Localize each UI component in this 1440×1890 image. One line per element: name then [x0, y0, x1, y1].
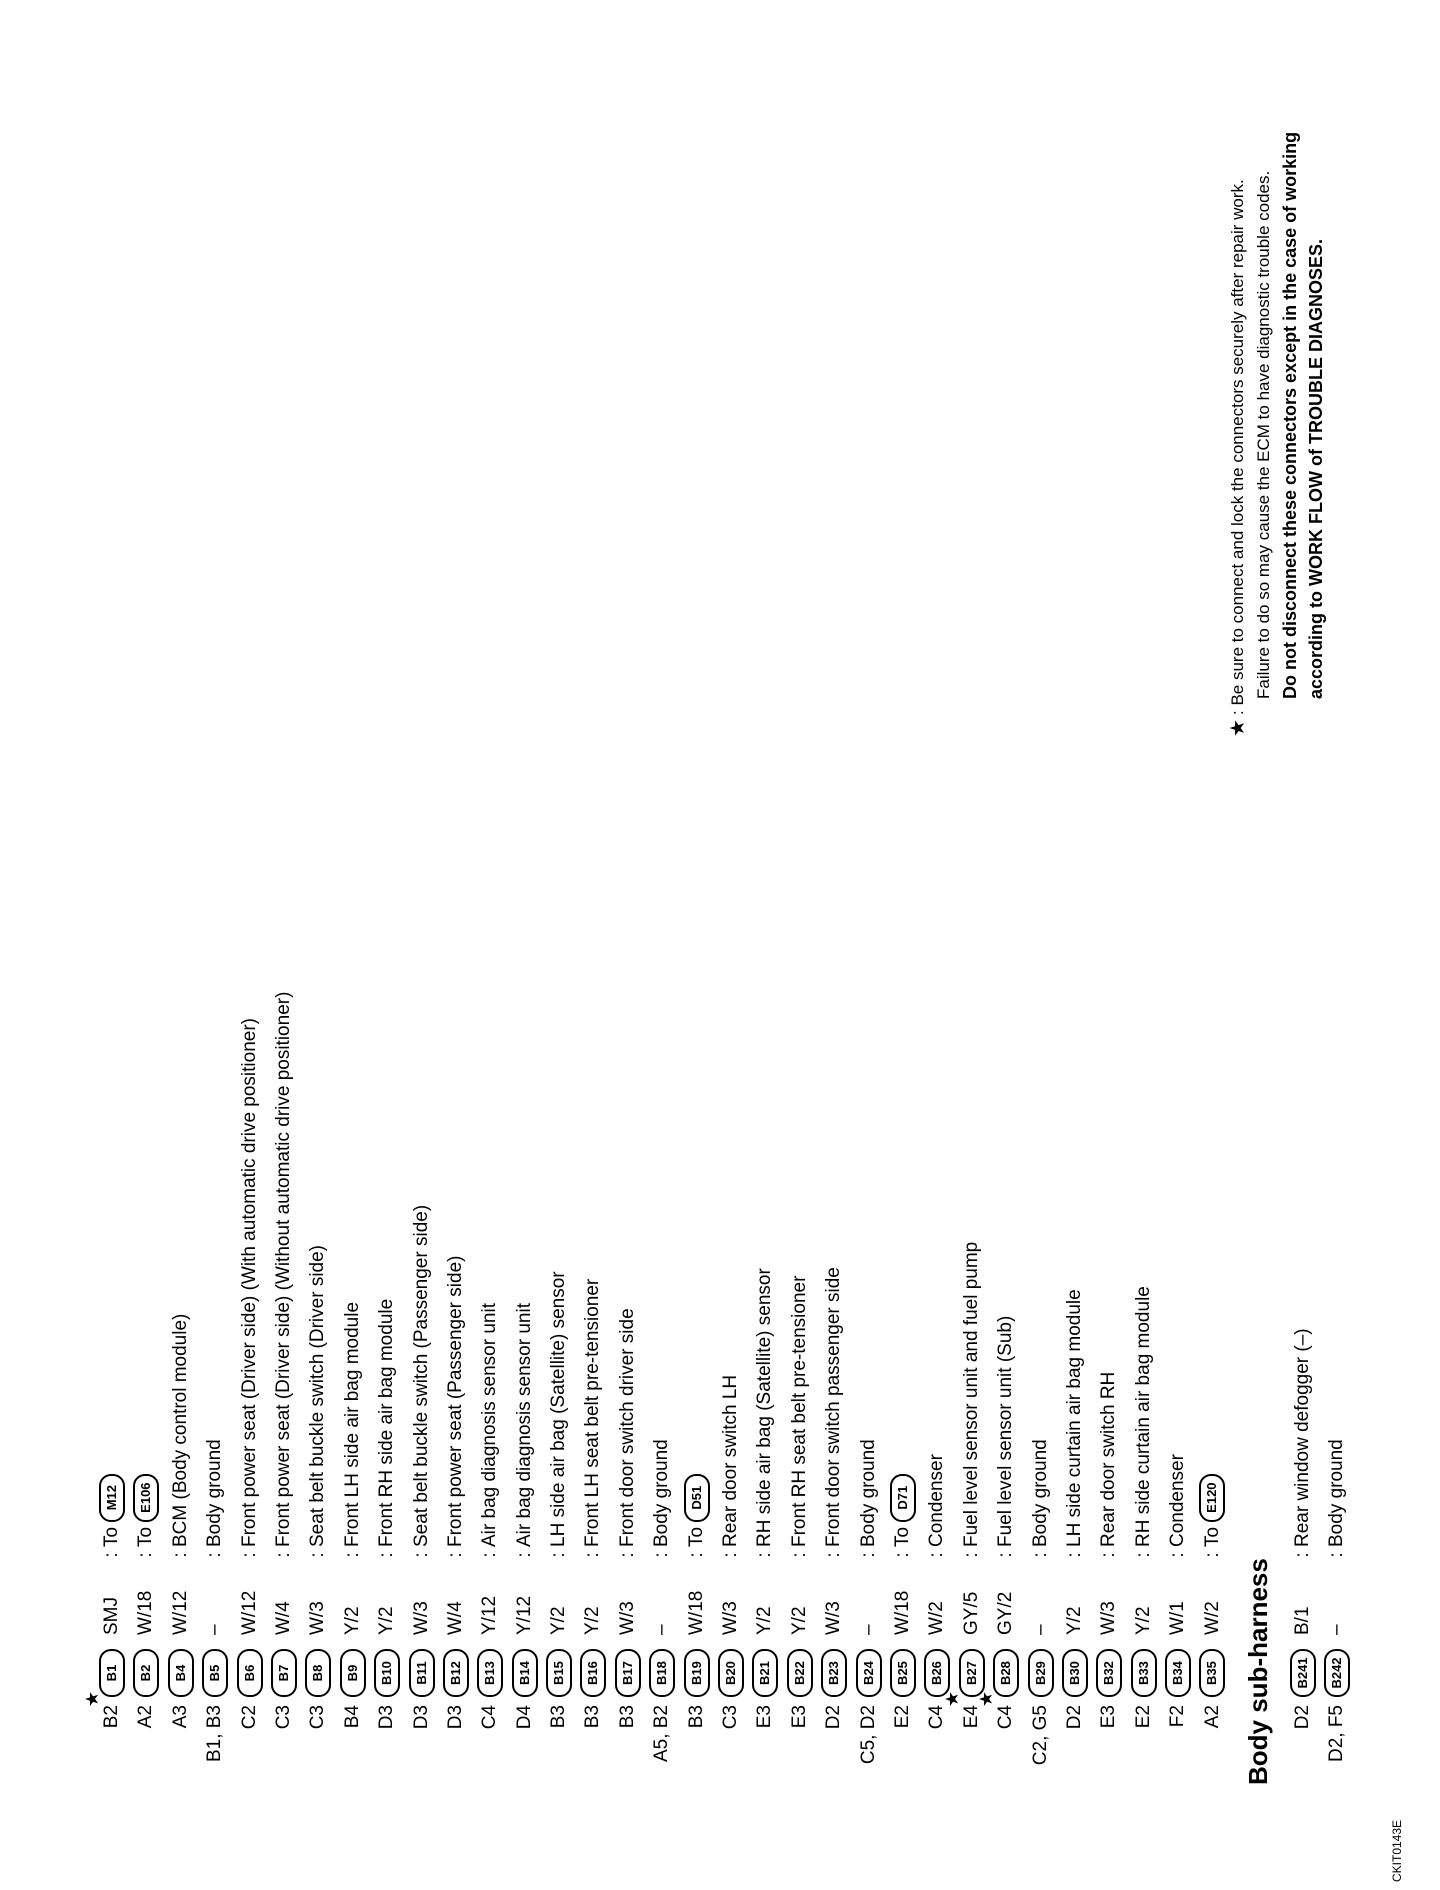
grid-location: C2, G5 — [1029, 1705, 1051, 1766]
wire-spec: W/12 — [238, 1590, 260, 1635]
connector-description: Front power seat (Driver side) (With automatic drive positioner) — [238, 1017, 260, 1547]
connector-badge: B10 — [374, 1649, 400, 1697]
connector-badge: B6 — [237, 1649, 263, 1697]
connector-badge: B28 — [993, 1649, 1019, 1697]
separator: : — [479, 1552, 501, 1558]
target-connector-badge: M12 — [99, 1474, 125, 1522]
connector-cell — [576, 1635, 610, 1697]
connector-row — [198, 495, 232, 1795]
connector-row — [542, 495, 576, 1795]
wire-spec: Y/2 — [582, 1606, 604, 1635]
wire-spec: W/18 — [685, 1590, 707, 1635]
connector-cell — [1161, 1635, 1195, 1697]
wire-spec: Y/12 — [479, 1595, 501, 1635]
connector-description: Front LH side air bag module — [341, 1301, 363, 1547]
grid-location: B1, B3 — [204, 1705, 226, 1763]
connector-cell — [405, 1635, 439, 1697]
connector-badge: B7 — [271, 1649, 297, 1697]
connector-badge: B12 — [443, 1649, 469, 1697]
connector-row — [645, 495, 679, 1795]
connector-row — [920, 495, 954, 1795]
grid-location: A2 — [1201, 1705, 1223, 1729]
connector-row — [783, 495, 817, 1795]
connector-row — [1161, 495, 1195, 1795]
grid-location: D3 — [410, 1705, 432, 1730]
grid-location: B3 — [616, 1705, 638, 1729]
connector-description: RH side air bag (Satellite) sensor — [754, 1268, 776, 1547]
grid-location: D3 — [444, 1705, 466, 1730]
separator: : — [1167, 1552, 1189, 1558]
wire-spec: W/12 — [169, 1590, 191, 1635]
grid-location: D4 — [513, 1705, 535, 1730]
separator: : — [135, 1552, 157, 1558]
separator: : — [960, 1552, 982, 1558]
connector-badge: B33 — [1131, 1649, 1157, 1697]
connector-row — [1127, 495, 1161, 1795]
connector-description: Front power seat (Driver side) (Without automatic drive positioner) — [272, 991, 294, 1547]
connector-description: Seat belt buckle switch (Passenger side) — [410, 1204, 432, 1547]
connector-description: Body ground — [651, 1439, 673, 1547]
connector-cell — [336, 1635, 370, 1697]
connector-badge: B14 — [512, 1649, 538, 1697]
wire-spec: W/2 — [926, 1601, 948, 1635]
separator: : — [101, 1552, 122, 1558]
connector-description: To — [891, 1526, 913, 1547]
grid-location: A5, B2 — [651, 1705, 673, 1763]
star-icon: ★ — [976, 1691, 997, 1708]
separator: : — [651, 1552, 673, 1558]
wire-spec: – — [651, 1624, 673, 1635]
grid-location: C3 — [307, 1705, 329, 1730]
connector-row — [82, 495, 129, 1795]
connector-description: To — [101, 1526, 122, 1547]
wire-spec: W/1 — [1167, 1601, 1189, 1635]
connector-badge: B35 — [1199, 1649, 1225, 1697]
connector-badge: B25 — [890, 1649, 916, 1697]
separator: : — [513, 1552, 535, 1558]
connector-cell — [852, 1635, 886, 1697]
note-line-3: Do not disconnect these connectors except in the case of working — [1280, 131, 1300, 699]
connector-cell — [233, 1635, 267, 1697]
connector-cell — [748, 1635, 782, 1697]
connector-row — [576, 495, 610, 1795]
separator: : — [444, 1552, 466, 1558]
connector-cell — [680, 1635, 714, 1697]
target-connector-badge: E106 — [133, 1474, 159, 1522]
separator: : — [169, 1552, 191, 1558]
separator: : — [548, 1552, 570, 1558]
connector-row — [439, 495, 473, 1795]
separator: : — [857, 1552, 879, 1558]
target-connector-badge: E120 — [1199, 1474, 1225, 1522]
connector-row — [611, 495, 645, 1795]
connector-badge: B5 — [202, 1649, 228, 1697]
wire-spec: – — [1029, 1624, 1051, 1635]
connector-cell — [301, 1635, 335, 1697]
separator: : — [272, 1552, 294, 1558]
grid-location: C4 — [926, 1705, 948, 1730]
connector-badge: B15 — [546, 1649, 572, 1697]
connector-badge: B4 — [168, 1649, 194, 1697]
grid-location: C2 — [238, 1705, 260, 1730]
star-icon: ★ — [82, 1691, 102, 1708]
connector-cell — [1320, 1635, 1354, 1697]
separator: : — [995, 1552, 1017, 1558]
separator: : — [823, 1552, 845, 1558]
connector-cell — [783, 1635, 817, 1697]
connector-description: To — [135, 1526, 157, 1547]
grid-location: D2 — [1291, 1705, 1313, 1730]
connector-cell — [1092, 1635, 1126, 1697]
connector-badge: B8 — [305, 1649, 331, 1697]
separator: : — [582, 1552, 604, 1558]
connector-badge: B29 — [1028, 1649, 1054, 1697]
wire-spec: B/1 — [1291, 1606, 1313, 1635]
connector-cell — [1286, 1635, 1320, 1697]
connector-badge: B21 — [752, 1649, 778, 1697]
connector-badge: B27 — [959, 1649, 985, 1697]
grid-location: E2 — [891, 1705, 913, 1729]
connector-badge: B30 — [1062, 1649, 1088, 1697]
connector-description: Front RH side air bag module — [376, 1298, 398, 1547]
separator: : — [1201, 1552, 1223, 1558]
grid-location: B3 — [582, 1705, 604, 1729]
connector-row — [370, 495, 404, 1795]
wire-spec: W/3 — [616, 1601, 638, 1635]
grid-location: C5, D2 — [857, 1705, 879, 1765]
connector-description: Front RH seat belt pre-tensioner — [788, 1275, 810, 1547]
connector-list — [82, 495, 1355, 1795]
figure-code: CKIT0143E — [1390, 1819, 1404, 1882]
wire-spec: Y/2 — [341, 1606, 363, 1635]
connector-cell — [473, 1635, 507, 1697]
connector-row — [1024, 495, 1058, 1795]
connector-cell — [714, 1635, 748, 1697]
separator: : — [926, 1552, 948, 1558]
connector-cell — [508, 1635, 542, 1697]
connector-cell — [817, 1635, 851, 1697]
connector-row — [714, 495, 748, 1795]
connector-description: Rear window defogger (–) — [1291, 1328, 1313, 1547]
connector-badge: B11 — [409, 1649, 435, 1697]
connector-description: Body ground — [204, 1439, 226, 1547]
connector-cell — [542, 1635, 576, 1697]
wire-spec: Y/2 — [788, 1606, 810, 1635]
note-line-4: according to WORK FLOW of TROUBLE DIAGNOSES. — [1306, 239, 1326, 699]
connector-badge: B1 — [99, 1649, 125, 1697]
connector-row — [508, 495, 542, 1795]
grid-location: E4 ★ — [941, 1691, 982, 1729]
wire-spec: W/3 — [307, 1601, 329, 1635]
separator: : — [204, 1552, 226, 1558]
grid-location: A2 — [135, 1705, 157, 1729]
separator: : — [341, 1552, 363, 1558]
wire-spec: Y/2 — [376, 1606, 398, 1635]
connector-badge: B16 — [580, 1649, 606, 1697]
connector-badge: B19 — [684, 1649, 710, 1697]
connector-badge: B2 — [133, 1649, 159, 1697]
connector-description: Seat belt buckle switch (Driver side) — [307, 1245, 329, 1547]
connector-description: Front power seat (Passenger side) — [444, 1255, 466, 1547]
separator: : — [754, 1552, 776, 1558]
section-title: Body sub-harness — [1242, 1558, 1273, 1785]
connector-description: Fuel level sensor unit (Sub) — [995, 1315, 1017, 1547]
grid-location: C3 — [720, 1705, 742, 1730]
connector-cell — [1058, 1635, 1092, 1697]
grid-location: B3 — [685, 1705, 707, 1729]
connector-badge: B34 — [1165, 1649, 1191, 1697]
connector-cell — [439, 1635, 473, 1697]
connector-row — [301, 495, 335, 1795]
grid-location: B4 — [341, 1705, 363, 1729]
connector-description: Air bag diagnosis sensor unit — [479, 1303, 501, 1547]
connector-description: Body ground — [857, 1439, 879, 1547]
connector-badge: B22 — [787, 1649, 813, 1697]
connector-row — [336, 495, 370, 1795]
star-icon: ★ — [1227, 719, 1249, 737]
connector-description: Rear door switch RH — [1098, 1371, 1120, 1547]
connector-description: To — [685, 1526, 707, 1547]
grid-location: C4 ★ — [976, 1691, 1017, 1730]
connector-badge: B23 — [821, 1649, 847, 1697]
connector-row — [405, 495, 439, 1795]
connector-badge: B13 — [477, 1649, 503, 1697]
connector-badge: B24 — [856, 1649, 882, 1697]
wire-spec: W/4 — [444, 1601, 466, 1635]
separator: : — [376, 1552, 398, 1558]
connector-description: Condenser — [926, 1454, 948, 1547]
wire-spec: Y/2 — [1132, 1606, 1154, 1635]
connector-description: Body ground — [1029, 1439, 1051, 1547]
connector-row — [852, 495, 886, 1795]
connector-description: Front door switch passenger side — [823, 1267, 845, 1547]
wire-spec: – — [857, 1624, 879, 1635]
grid-location: D2 — [823, 1705, 845, 1730]
grid-location: B3 — [548, 1705, 570, 1729]
separator: : — [307, 1552, 329, 1558]
connector-description: BCM (Body control module) — [169, 1313, 191, 1547]
connector-badge: B18 — [649, 1649, 675, 1697]
separator: : — [1326, 1552, 1348, 1558]
connector-cell — [989, 1635, 1023, 1697]
wire-spec: W/18 — [135, 1590, 157, 1635]
connector-description: Front door switch driver side — [616, 1308, 638, 1547]
separator: : — [1029, 1552, 1051, 1558]
wire-spec: Y/2 — [1063, 1606, 1085, 1635]
connector-row — [164, 495, 198, 1795]
connector-description: Condenser — [1167, 1454, 1189, 1547]
connector-badge: B17 — [615, 1649, 641, 1697]
grid-location: C3 — [272, 1705, 294, 1730]
connector-description: Air bag diagnosis sensor unit — [513, 1303, 535, 1547]
separator: : — [788, 1552, 810, 1558]
connector-row — [976, 495, 1023, 1795]
connector-cell — [1127, 1635, 1161, 1697]
separator: : — [410, 1552, 432, 1558]
note-line-2: Failure to do so may cause the ECM to have diagnostic trouble codes. — [1254, 170, 1273, 699]
target-connector-badge: D51 — [684, 1474, 710, 1522]
connector-badge: B32 — [1096, 1649, 1122, 1697]
connector-row — [680, 495, 714, 1795]
wire-spec: Y/12 — [513, 1595, 535, 1635]
grid-location: E3 — [1098, 1705, 1120, 1729]
separator: : — [1063, 1552, 1085, 1558]
connector-cell — [920, 1635, 954, 1697]
connector-description: To — [1201, 1526, 1223, 1547]
connector-badge: B20 — [718, 1649, 744, 1697]
separator: : — [1132, 1552, 1154, 1558]
connector-badge: B26 — [924, 1649, 950, 1697]
note-line-1: : Be sure to connect and lock the connectors securely after repair work. — [1228, 179, 1247, 715]
connector-description: Rear door switch LH — [720, 1374, 742, 1547]
connector-row — [1092, 495, 1126, 1795]
grid-location: D2, F5 — [1326, 1705, 1348, 1763]
grid-location: F2 — [1167, 1705, 1189, 1728]
grid-location: B2 ★ — [82, 1691, 122, 1729]
wire-spec: – — [204, 1624, 226, 1635]
connector-badge: B241 — [1290, 1649, 1316, 1697]
grid-location: D3 — [376, 1705, 398, 1730]
connector-row — [129, 495, 163, 1795]
connector-cell — [267, 1635, 301, 1697]
connector-row — [817, 495, 851, 1795]
separator: : — [1098, 1552, 1120, 1558]
connector-cell — [886, 1635, 920, 1697]
wire-spec: W/18 — [891, 1590, 913, 1635]
wire-spec: W/4 — [272, 1601, 294, 1635]
wire-spec: W/2 — [1201, 1601, 1223, 1635]
grid-location: E2 — [1132, 1705, 1154, 1729]
separator: : — [891, 1552, 913, 1558]
connector-cell — [370, 1635, 404, 1697]
grid-location: C4 — [479, 1705, 501, 1730]
connector-description: Front LH seat belt pre-tensioner — [582, 1278, 604, 1547]
connector-row — [473, 495, 507, 1795]
star-icon: ★ — [941, 1691, 962, 1708]
separator: : — [1291, 1552, 1313, 1558]
grid-location: D2 — [1063, 1705, 1085, 1730]
connector-row — [233, 495, 267, 1795]
connector-row — [748, 495, 782, 1795]
separator: : — [616, 1552, 638, 1558]
connector-description: LH side curtain air bag module — [1063, 1289, 1085, 1547]
warning-note — [1225, 15, 1329, 737]
connector-description: RH side curtain air bag module — [1132, 1286, 1154, 1547]
connector-description: Fuel level sensor unit and fuel pump — [960, 1241, 982, 1547]
wire-spec: – — [1326, 1624, 1348, 1635]
separator: : — [685, 1552, 707, 1558]
separator: : — [238, 1552, 260, 1558]
wire-spec: W/3 — [720, 1601, 742, 1635]
connector-row — [267, 495, 301, 1795]
connector-cell — [164, 1635, 198, 1697]
connector-cell — [1024, 1635, 1058, 1697]
grid-location: E3 — [788, 1705, 810, 1729]
wire-spec: W/3 — [823, 1601, 845, 1635]
connector-description: Body ground — [1326, 1439, 1348, 1547]
grid-location: A3 — [169, 1705, 191, 1729]
wire-spec: Y/2 — [548, 1606, 570, 1635]
connector-description: LH side air bag (Satellite) sensor — [548, 1271, 570, 1547]
wire-spec: GY/5 — [960, 1591, 982, 1635]
wire-spec: SMJ — [101, 1597, 122, 1635]
connector-cell — [198, 1635, 232, 1697]
connector-cell — [645, 1635, 679, 1697]
connector-row — [1058, 495, 1092, 1795]
connector-row — [886, 495, 920, 1795]
connector-cell — [611, 1635, 645, 1697]
wire-spec: Y/2 — [754, 1606, 776, 1635]
connector-cell — [95, 1635, 129, 1697]
connector-cell — [129, 1635, 163, 1697]
grid-location: E3 — [754, 1705, 776, 1729]
connector-badge: B242 — [1324, 1649, 1350, 1697]
wire-spec: W/3 — [1098, 1601, 1120, 1635]
connector-row — [941, 495, 989, 1795]
target-connector-badge: D71 — [890, 1474, 916, 1522]
connector-cell — [955, 1635, 989, 1697]
wire-spec: W/3 — [410, 1601, 432, 1635]
separator: : — [720, 1552, 742, 1558]
wire-spec: GY/2 — [995, 1591, 1017, 1635]
connector-cell — [1196, 1635, 1230, 1697]
connector-badge: B9 — [340, 1649, 366, 1697]
